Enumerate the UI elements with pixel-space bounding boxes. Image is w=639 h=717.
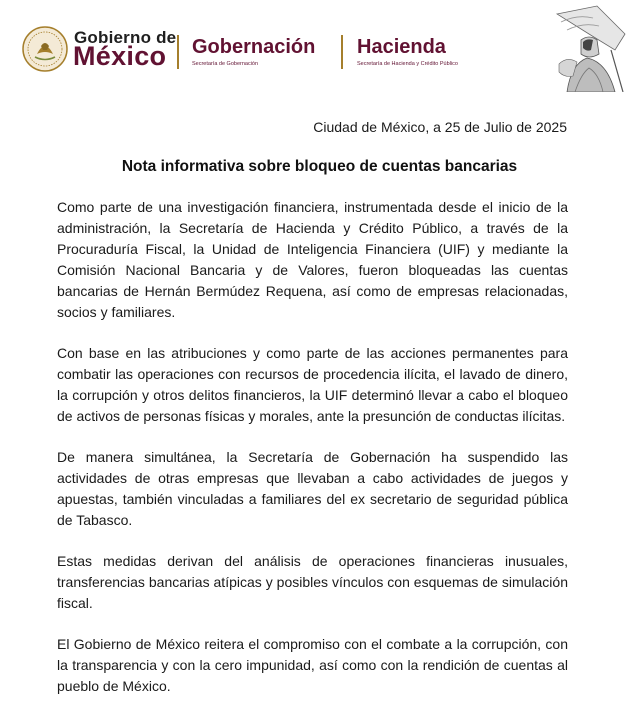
gobernacion-subtitle: Secretaría de Gobernación bbox=[192, 61, 259, 67]
mexico-label: México bbox=[73, 41, 167, 71]
paragraph: De manera simultánea, la Secretaría de Gobernación ha suspendido las actividades de otras empresas que llevaban a cabo actividades de juegos y apuestas, también vinculadas a familiares del ex secretario de seguridad pública de Tabasco. bbox=[57, 449, 568, 528]
gobierno-label: Gobierno de bbox=[74, 28, 177, 47]
heroine-flag-illustration bbox=[537, 4, 629, 92]
paragraph: Estas medidas derivan del análisis de operaciones financieras inusuales, transferencias bancarias atípicas y posibles vínculos con esquemas de simulación fiscal. bbox=[57, 553, 568, 611]
document-date: Ciudad de México, a 25 de Julio de 2025 bbox=[313, 119, 567, 135]
divider bbox=[177, 35, 179, 69]
document-body bbox=[57, 197, 568, 717]
national-seal-icon bbox=[22, 26, 68, 72]
paragraph: Como parte de una investigación financiera, instrumentada desde el inicio de la administración, la Secretaría de Hacienda y Crédito Público, a través de la Procuraduría Fiscal, la Unidad de Inteligencia Financiera (UIF) y mediante la Comisión Nacional Bancaria y de Valores, fueron bloqueadas las cuentas bancarias de Hernán Bermúdez Requena, así como de empresas relacionadas, socios y familiares. bbox=[57, 199, 568, 320]
paragraph: El Gobierno de México reitera el compromiso con el combate a la corrupción, con la transparencia y con la cero impunidad, así como con la rendición de cuentas al pueblo de México. bbox=[57, 636, 568, 694]
hacienda-subtitle: Secretaría de Hacienda y Crédito Público bbox=[357, 61, 458, 67]
hacienda-name: Hacienda bbox=[357, 36, 446, 58]
document-title: Nota informativa sobre bloqueo de cuentas bancarias bbox=[121, 158, 518, 175]
divider bbox=[341, 35, 343, 69]
gobernacion-name: Gobernación bbox=[192, 36, 316, 58]
paragraph: Con base en las atribuciones y como parte de las acciones permanentes para combatir las operaciones con recursos de procedencia ilícita, el lavado de dinero, la corrupción y otros delitos financieros, la UIF determinó llevar a cabo el bloqueo de activos de personas físicas y morales, ante la presunción de conductas ilícitas. bbox=[57, 345, 568, 424]
letterhead bbox=[0, 0, 639, 100]
